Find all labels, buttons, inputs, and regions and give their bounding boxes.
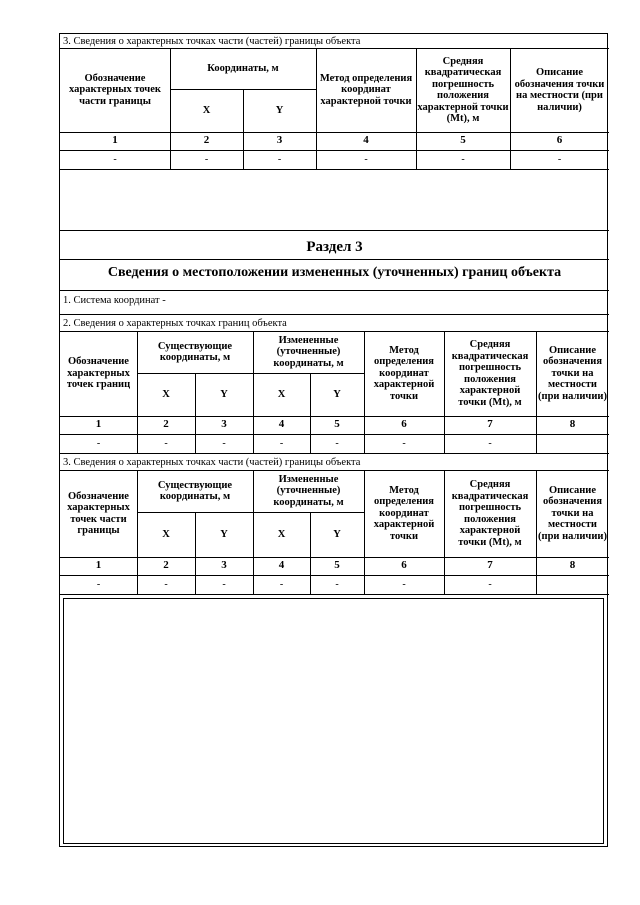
t3-cell: - <box>488 578 492 590</box>
coord-system-line: 1. Система координат - <box>63 295 166 306</box>
t3-colnum: 6 <box>401 559 407 572</box>
t3-colnum: 4 <box>278 559 285 572</box>
s1-cell: - <box>364 153 368 165</box>
s1-colnum: 4 <box>363 134 369 147</box>
table3-caption: 3. Сведения о характерных точках части (частей) границы объекта <box>63 457 361 468</box>
section-heading: Раздел 3 <box>306 239 363 255</box>
t2-cell: - <box>335 437 339 449</box>
t2-header-changed: Измененные (уточненные) координаты, м <box>273 334 344 369</box>
t3-header-error: Средняя квадратическая погрешность положения характерной точки (Mt), м <box>451 479 529 548</box>
t3-colnum: 2 <box>163 559 169 572</box>
s1-colnum: 5 <box>460 134 466 147</box>
t3-header-x2: X <box>277 528 286 540</box>
s1-cell: - <box>277 153 282 165</box>
table2-caption: 2. Сведения о характерных точках границ объекта <box>63 318 287 329</box>
t2-header-x1: X <box>162 388 170 400</box>
t3-header-point: Обозначение характерных точек части границы <box>67 490 130 536</box>
document-frame <box>59 33 608 847</box>
t2-header-y2: Y <box>333 388 341 400</box>
t2-cell: - <box>164 437 168 449</box>
t3-cell <box>536 575 609 594</box>
t2-header-existing: Существующие координаты, м <box>157 340 233 363</box>
t2-header-error: Средняя квадратическая погрешность положения характерной точки (Mt), м <box>451 339 529 408</box>
t2-cell <box>536 434 609 453</box>
t3-header-y1: Y <box>220 528 228 540</box>
s1-colnum: 2 <box>203 134 210 147</box>
s1-header-point: Обозначение характерных точек части границы <box>69 72 161 107</box>
t2-colnum: 5 <box>334 418 340 431</box>
t3-colnum: 1 <box>95 559 102 572</box>
t3-colnum: 7 <box>487 559 493 572</box>
s1-cell: - <box>461 153 465 165</box>
t2-cell: - <box>96 437 101 449</box>
section1-caption: 3. Сведения о характерных точках части (частей) границы объекта <box>63 36 361 47</box>
t2-header-point: Обозначение характерных точек границ <box>66 356 131 391</box>
t3-cell: - <box>335 578 339 590</box>
t3-cell: - <box>164 578 168 590</box>
t3-header-existing: Существующие координаты, м <box>157 479 233 502</box>
t2-colnum: 2 <box>163 418 169 431</box>
t2-colnum: 8 <box>569 418 576 431</box>
t2-colnum: 6 <box>401 418 407 431</box>
t3-colnum: 3 <box>221 559 227 572</box>
section-subheading: Сведения о местоположении измененных (уточненных) границ объекта <box>107 265 562 280</box>
s1-colnum: 3 <box>276 134 283 147</box>
s1-header-method: Метод определения координат характерной точки <box>319 72 413 107</box>
s1-header-x: X <box>202 104 211 116</box>
t3-header-y2: Y <box>333 528 341 540</box>
t2-colnum: 1 <box>95 418 102 431</box>
t2-header-method: Метод определения координат характерной точки <box>373 344 435 402</box>
t2-colnum: 3 <box>221 418 227 431</box>
t3-cell: - <box>402 578 406 590</box>
t2-cell: - <box>222 437 226 449</box>
s1-colnum: 6 <box>556 134 563 147</box>
t2-header-x2: X <box>277 388 286 400</box>
t2-cell: - <box>402 437 406 449</box>
t3-header-description: Описание обозначения точки на местности (при наличии) <box>538 484 607 542</box>
t2-header-description: Описание обозначения точки на местности (при наличии) <box>538 344 607 402</box>
t3-header-changed: Измененные (уточненные) координаты, м <box>273 473 344 508</box>
empty-notes-area <box>63 598 604 844</box>
s1-cell: - <box>557 153 562 165</box>
t3-cell: - <box>96 578 101 590</box>
t2-colnum: 7 <box>487 418 493 431</box>
s1-cell: - <box>113 153 117 165</box>
t2-header-y1: Y <box>220 388 228 400</box>
s1-header-y: Y <box>275 104 284 116</box>
t3-colnum: 5 <box>334 559 340 572</box>
t2-cell: - <box>279 437 284 449</box>
t3-colnum: 8 <box>569 559 576 572</box>
t3-header-x1: X <box>162 528 170 540</box>
t2-colnum: 4 <box>278 418 285 431</box>
t3-cell: - <box>279 578 284 590</box>
s1-header-description: Описание обозначения точки на местности (при наличии) <box>514 67 605 113</box>
s1-colnum: 1 <box>112 134 118 147</box>
t2-cell: - <box>488 437 492 449</box>
s1-header-error: Средняя квадратическая погрешность положения характерной точки (Mt), м <box>417 55 509 124</box>
t3-cell: - <box>222 578 226 590</box>
s1-header-coords: Координаты, м <box>207 62 279 74</box>
t3-header-method: Метод определения координат характерной точки <box>373 484 435 542</box>
s1-cell: - <box>204 153 209 165</box>
